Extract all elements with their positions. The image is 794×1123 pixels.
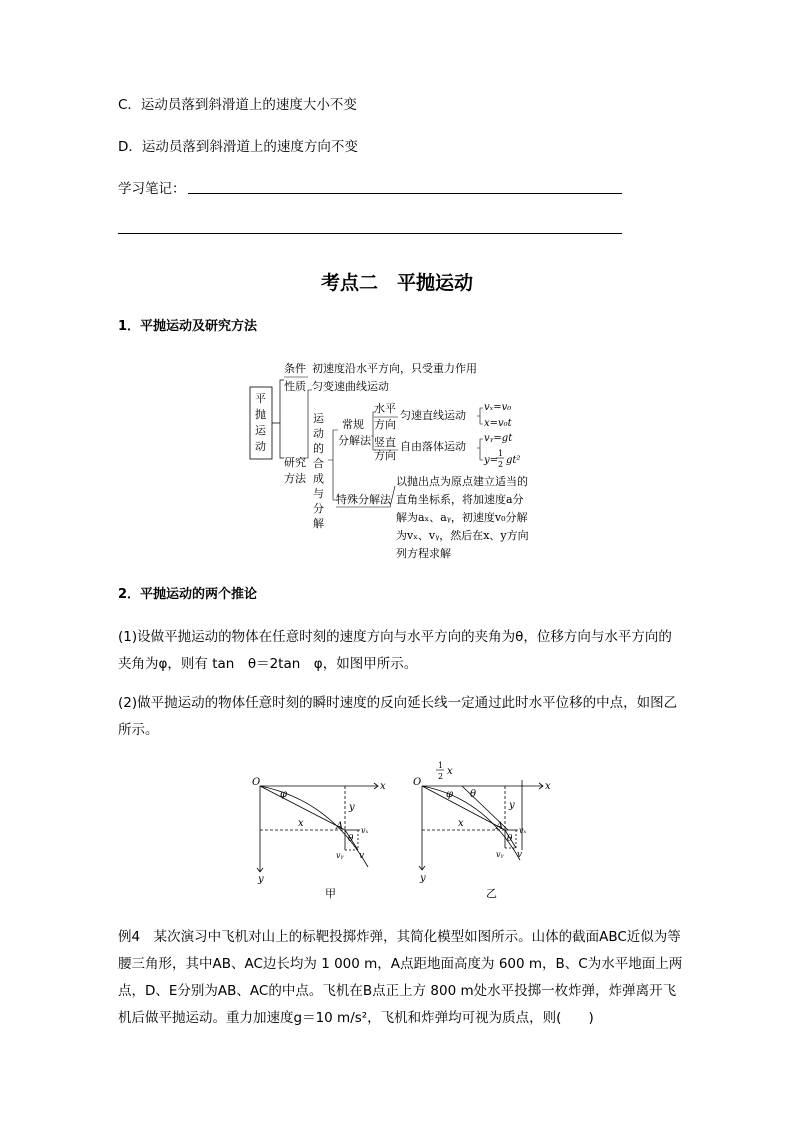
yi-vx: vₓ [519,826,527,835]
notes-line-1 [188,193,622,194]
map-special-text-1: 直角坐标系，将加速度a分 [396,493,524,506]
map-horiz-0: 水平 [374,402,396,415]
map-eq-vy: vᵧ=gt [484,433,513,444]
map-eq-y-num: 1 [498,449,504,458]
map-nature-label: 性质 [284,380,306,393]
yi-point-A: A [496,821,504,832]
map-special-text-3: 为vₓ、vᵧ，然后在x、y方向 [396,529,529,542]
jia-v: v [359,851,365,861]
map-root-1: 抛 [255,408,266,421]
map-eq-vx: vₓ=v₀ [484,402,512,413]
map-nature-text: 匀变速曲线运动 [312,380,389,393]
jia-x-label: x [298,818,304,829]
map-method-label-1: 方法 [284,472,306,485]
map-method-label-0: 研究 [284,456,306,469]
map-motion-3: 合 [313,457,324,470]
map-eq-y-den: 2 [498,460,504,469]
yi-origin: O [413,777,422,788]
jia-vx: vₓ [361,826,369,835]
jia-y-axis: y [258,874,264,885]
yi-v: v [517,850,523,860]
subsection-2-title: 2．平抛运动的两个推论 [118,587,258,602]
map-regular-0: 常规 [342,418,364,431]
option-d: D．运动员落到斜滑道上的速度方向不变 [118,139,358,155]
figure-yi [410,760,560,902]
notes-line-2 [118,233,622,234]
map-cond-text: 初速度沿水平方向，只受重力作用 [312,362,477,375]
map-special-text-0: 以抛出点为原点建立适当的 [396,475,528,488]
yi-vy: vᵧ [496,850,504,859]
map-motion-6: 分 [313,502,324,515]
yi-half-x: x [447,766,453,777]
jia-caption: 甲 [325,887,336,900]
paragraph-1: (1)设做平抛运动的物体在任意时刻的速度方向与水平方向的夹角为θ，位移方向与水平方向的夹角为φ，则有 tan θ＝2tan φ，如图甲所示。 [118,629,672,672]
yi-x-axis: x [545,781,551,792]
map-special-text-4: 列方程求解 [396,547,451,560]
map-eq-x: x=v₀t [484,418,512,429]
map-motion-0: 运 [313,412,324,425]
yi-y-axis: y [420,873,426,884]
yi-y-label: y [509,800,515,811]
map-root-3: 动 [255,440,266,453]
map-horiz-1: 方向 [374,418,396,431]
map-eq-y-prefix: y= [484,455,499,466]
notes-label: 学习笔记： [118,181,186,197]
paragraph-2: (2)做平抛运动的物体任意时刻的瞬时速度的反向延长线一定通过此时水平位移的中点，如图乙所示。 [118,695,678,738]
map-vert-0: 竖直 [374,436,396,449]
map-motion-7: 解 [313,517,324,530]
map-vert-1: 方向 [374,449,396,462]
jia-origin: O [252,777,261,788]
jia-phi: φ [280,789,288,800]
map-root-0: 平 [255,392,266,405]
map-motion-4: 成 [313,472,324,485]
section-title: 考点二 平抛运动 [320,272,473,294]
map-regular-1: 分解法 [338,434,371,447]
map-motion-5: 与 [313,487,324,500]
yi-half-num: 1 [438,761,444,770]
map-special-text-2: 解为aₓ、aᵧ，初速度v₀分解 [396,511,528,524]
map-special: 特殊分解法 [336,493,391,506]
concept-map [240,350,570,570]
yi-caption: 乙 [486,887,497,900]
jia-vy: vᵧ [336,851,344,860]
map-motion-2: 的 [313,442,324,455]
map-eq-y-suffix: gt² [506,455,521,466]
map-cond-label: 条件 [284,362,306,375]
map-freefall: 自由落体运动 [400,440,466,453]
map-root-2: 运 [255,424,266,437]
option-c: C．运动员落到斜滑道上的速度大小不变 [118,97,357,113]
jia-point-A: A [336,821,344,832]
yi-phi: φ [446,789,454,800]
yi-x-label: x [458,818,464,829]
jia-x-axis: x [380,781,386,792]
example-4: 例4 某次演习中飞机对山上的标靶投掷炸弹，其简化模型如图所示。山体的截面ABC近似为等腰三角形，其中AB、AC边长均为 1 000 m，A点距地面高度为 600 m，B、C为水平地面上两点，D、E分别为AB、AC的中点。飞机在B点正上方 800 m处水平投掷一枚炸弹，炸弹离开飞机后做平抛运动。重力加速度g＝10 m/s²，飞机和炸弹均可视为质点，则( ) [118,929,683,1026]
jia-theta: θ [348,834,354,844]
map-motion-1: 动 [313,427,324,440]
yi-theta-top: θ [470,789,477,800]
yi-theta: θ [507,834,513,844]
map-uniform: 匀速直线运动 [400,409,466,422]
figure-jia [250,772,400,902]
jia-y-label: y [349,802,355,813]
subsection-1-title: 1．平抛运动及研究方法 [118,319,258,334]
yi-half-den: 2 [438,772,444,781]
